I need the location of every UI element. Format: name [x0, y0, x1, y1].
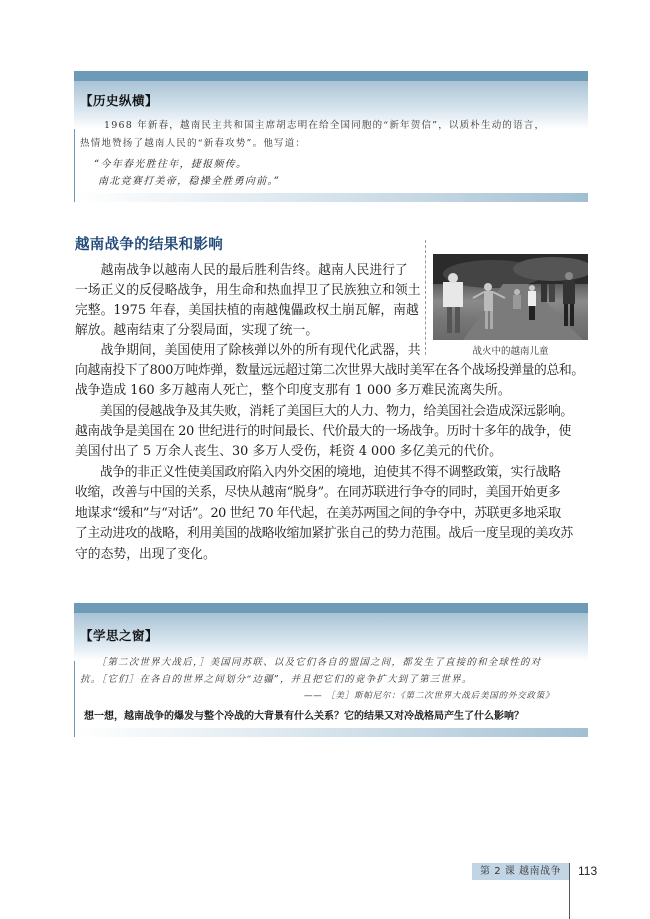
section-heading: 越南战争的结果和影响 — [75, 237, 223, 253]
body-text-line: 地谋求“缓和”与“对话”。20 世纪 70 年代起，在美苏两国之间的争夺中，苏联更多地采取 — [75, 506, 561, 521]
box-bottom-bar — [75, 728, 588, 737]
body-text-line: 收缩，改善与中国的关系，尽快从越南“脱身”。在同苏联进行争夺的同时，美国开始更多 — [75, 485, 561, 500]
box-top-bar — [74, 603, 588, 613]
box-text-line: 1968 年新春，越南民主共和国主席胡志明在给全国同胞的“新年贺信”，以质朴生动的语言， — [104, 120, 546, 131]
body-text-line: 守的态势，出现了变化。 — [75, 547, 216, 562]
body-text-line: 了主动进攻的战略，利用美国的战略收缩加紧扩张自己的势力范围。战后一度呈现的美攻苏 — [75, 526, 573, 541]
body-text-line: 完整。1975 年春，美国扶植的南越傀儡政权土崩瓦解，南越 — [75, 303, 419, 318]
figure-divider — [425, 240, 426, 355]
poem-line: 南北竞赛打美帝，稳操全胜勇向前。” — [98, 176, 281, 187]
body-text-line: 解放。越南结束了分裂局面，实现了统一。 — [75, 323, 319, 338]
box-text-line: ［第二次世界大战后，］美国同苏联、以及它们各自的盟国之间，都发生了直接的和全球性的对 — [80, 657, 542, 668]
photo-caption: 战火中的越南儿童 — [472, 346, 549, 357]
quote-attribution: —— ［美］斯帕尼尔：《第二次世界大战后美国的外交政策》 — [304, 691, 555, 701]
body-text-line: 美国的侵越战争及其失败，消耗了美国巨大的人力、物力，给美国社会造成深远影响。 — [75, 404, 573, 419]
history-sidebar-box — [74, 71, 588, 202]
war-children-photo — [433, 254, 588, 340]
box-top-bar — [74, 71, 588, 81]
box-title: 【学思之窗】 — [80, 628, 159, 643]
body-text-line: 一场正义的反侵略战争，用生命和热血捍卫了民族独立和领土 — [75, 283, 421, 298]
body-text-line: 向越南投下了800万吨炸弹，数量远远超过第二次世界大战时美军在各个战场投弹量的总和。 — [75, 363, 584, 378]
box-text-line: 抗。［它们］在各自的世界之间划分“边疆”，并且把它们的竞争扩大到了第三世界。 — [80, 674, 473, 685]
body-text-line: 越南战争是美国在 20 世纪进行的时间最长、代价最大的一场战争。历时十多年的战争，使 — [75, 424, 572, 439]
discussion-question: 想一想，越南战争的爆发与整个冷战的大背景有什么关系？它的结果又对冷战格局产生了什么影响？ — [84, 711, 524, 722]
lesson-label: 第 2 课 越南战争 — [472, 863, 569, 880]
page-number: 113 — [578, 864, 598, 878]
body-text-line: 越南战争以越南人民的最后胜利告终。越南人民进行了 — [75, 263, 408, 278]
body-text-line: 战争造成 160 多万越南人死亡，整个印度支那有 1 000 多万难民流离失所。 — [75, 383, 511, 398]
box-bottom-bar — [75, 193, 588, 202]
photo-illustration — [433, 254, 588, 340]
box-title: 【历史纵横】 — [80, 93, 159, 108]
box-text-line: 热情地赞扬了越南人民的“新春攻势”。他写道： — [80, 138, 307, 149]
body-text-line: 战争的非正义性使美国政府陷入内外交困的境地，迫使其不得不调整政策，实行战略 — [75, 465, 561, 480]
body-text-line: 美国付出了 5 万余人丧生、30 多万人受伤，耗资 4 000 多亿美元的代价。 — [75, 444, 502, 459]
body-text-line: 战争期间，美国使用了除核弹以外的所有现代化武器，共 — [75, 343, 421, 358]
footer-divider — [569, 863, 570, 919]
poem-line: “今年春光胜往年，捷报频传。 — [94, 159, 248, 170]
